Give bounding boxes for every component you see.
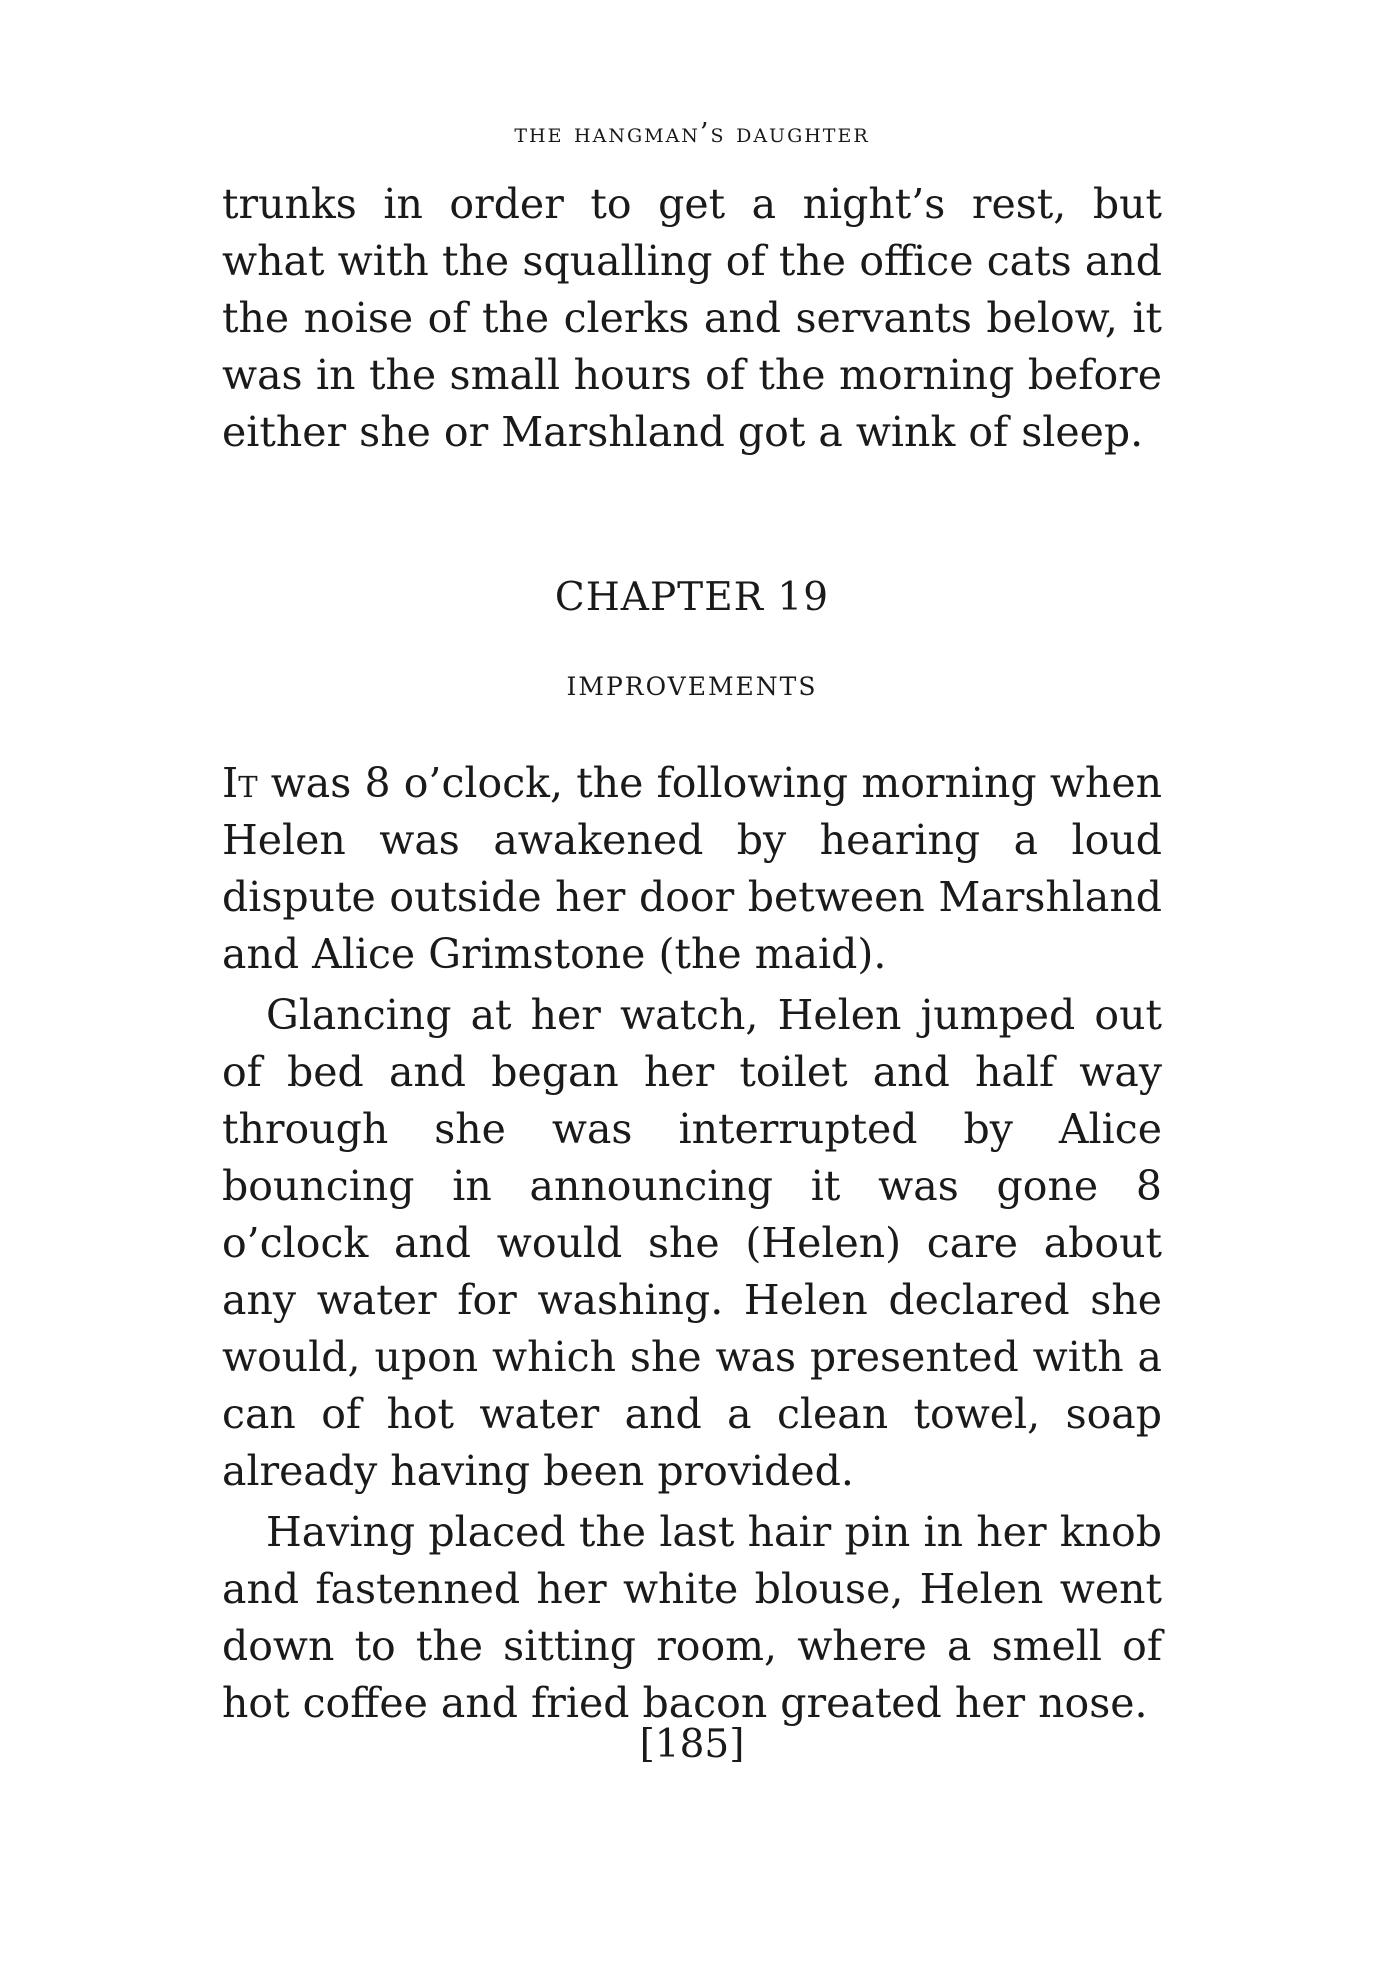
paragraph-text: Glancing at her watch, Helen jumped out of bed and began her toilet and half way through she was interrupted by Alice bouncing in announcing it was gone 8 o’clock and would she (Helen) care about any water for washing. Helen declared she would, upon which she was presented with a can of hot water and a clean towel, soap already having been provided.: [222, 991, 1162, 1495]
paragraph-text: Having placed the last hair pin in her knob and fastenned her white blouse, Helen went down to the sitting room, where a smell of hot coffee and fried bacon greated her nose.: [222, 1508, 1162, 1727]
running-head: the hangman’s daughter: [514, 118, 870, 149]
page-number: [185]: [639, 1722, 745, 1767]
continuation-paragraph: trunks in order to get a night’s rest, but what with the squalling of the office cats and the noise of the clerks and servants below, it was in the small hours of the morning before either she or Marshland got a wink of sleep.: [222, 180, 1162, 456]
chapter-subtitle: IMPROVEMENTS: [566, 672, 818, 701]
paragraph-lead: It: [222, 759, 258, 807]
paragraph-text: was 8 o’clock, the following morning when Helen was awakened by hearing a loud dispute outside her door between Marshland and Alice Grimstone (the maid).: [222, 759, 1162, 978]
continuation-block: [222, 176, 1162, 461]
chapter-body: [222, 755, 1162, 1732]
paragraph-1: [222, 755, 1162, 983]
paragraph-2: [222, 987, 1162, 1500]
chapter-title: CHAPTER 19: [554, 575, 830, 620]
paragraph-3: [222, 1504, 1162, 1732]
